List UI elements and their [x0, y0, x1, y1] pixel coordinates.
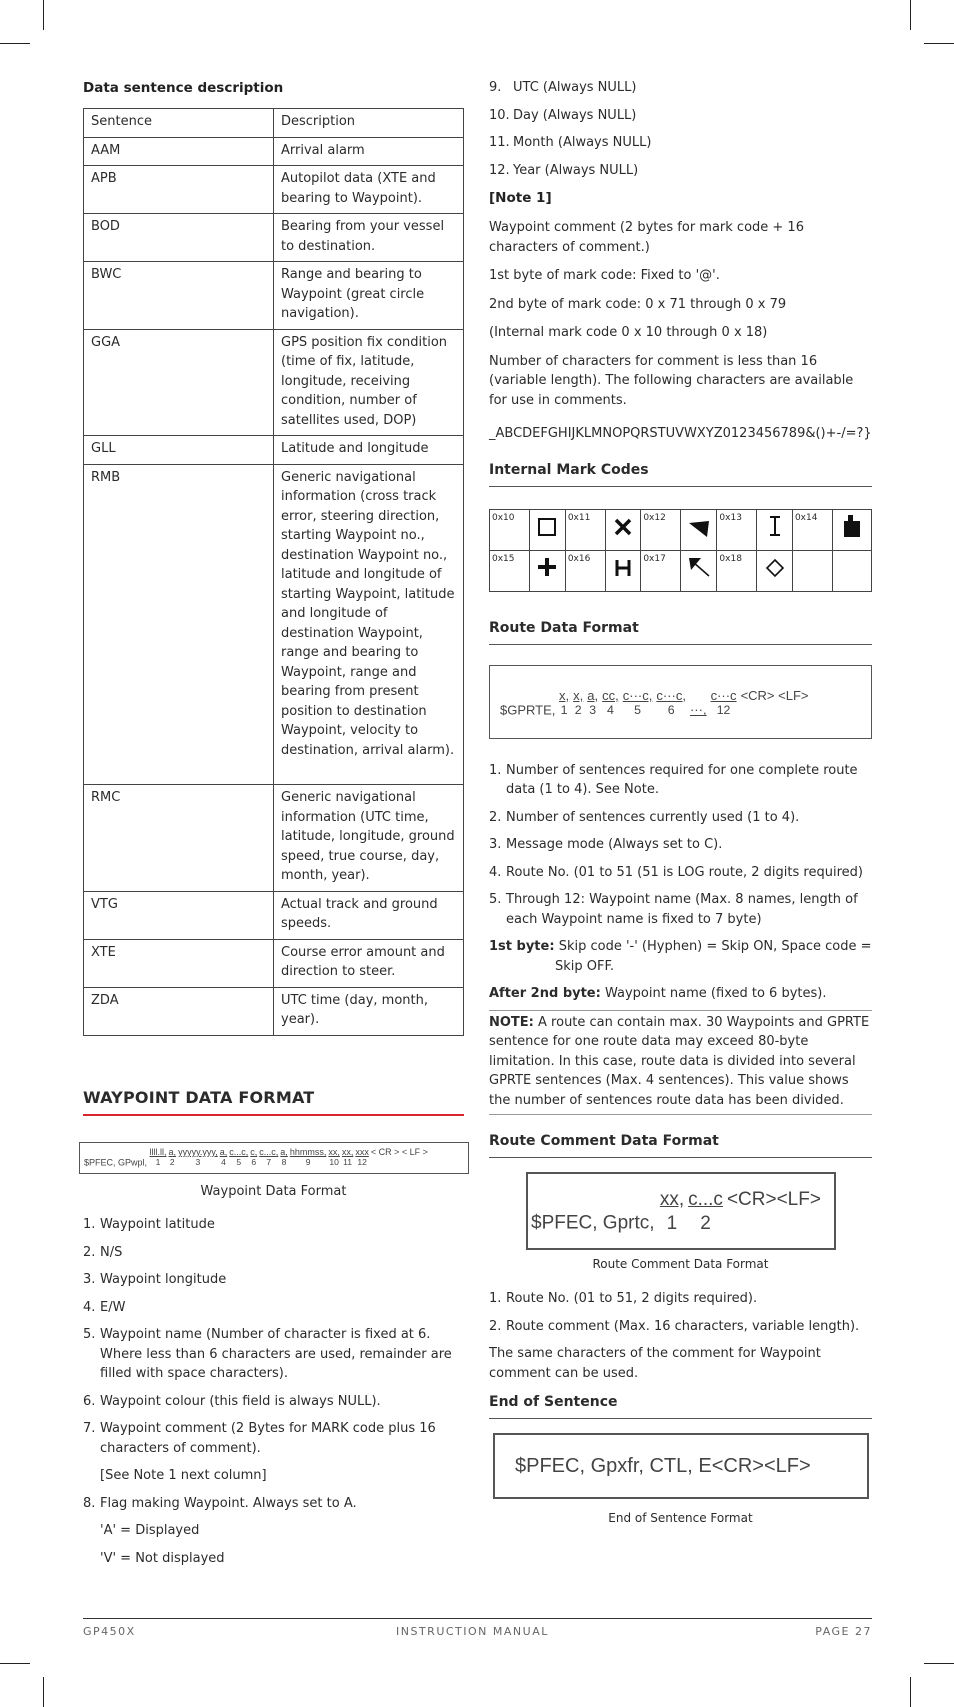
item-number: 10. — [489, 107, 510, 123]
waypoint-field-list-cont — [83, 1494, 464, 1514]
format-field-number: 12 — [357, 1157, 367, 1168]
format-field-text: xx, — [341, 1146, 354, 1157]
format-field — [290, 1146, 327, 1167]
table-row — [84, 214, 464, 262]
item-number: 8. — [83, 1495, 96, 1511]
waypoint-field-list — [83, 1215, 464, 1458]
sentence-table — [83, 108, 464, 1036]
format-field — [690, 700, 707, 720]
description-cell: Autopilot data (XTE and bearing to Waypoint). — [274, 166, 464, 214]
format-field-text: hhmmss, — [289, 1146, 327, 1157]
byte2-text: Waypoint name (fixed to 6 bytes). — [604, 986, 827, 1002]
table-row — [84, 464, 464, 785]
list-item — [489, 835, 872, 855]
arrow-up-left-icon — [681, 550, 717, 591]
waypoint-format-caption: Waypoint Data Format — [200, 1183, 347, 1199]
note1-body — [489, 218, 872, 410]
format-field — [328, 1146, 340, 1167]
route-comment-format-box — [526, 1172, 836, 1250]
list-item — [489, 1289, 872, 1309]
format-field-text: ···, — [689, 702, 707, 718]
sentence-cell: RMB — [84, 464, 274, 785]
format-field-number: 3 — [195, 1157, 201, 1168]
note1-paragraph: Waypoint comment (2 bytes for mark code + 16 characters of comment.) — [489, 220, 804, 255]
plus-icon — [529, 550, 565, 591]
route-format-line — [500, 686, 809, 720]
code-label: 0x10 — [490, 509, 530, 550]
format-field — [559, 686, 569, 717]
h-mark-icon — [605, 550, 641, 591]
item-number: 2. — [489, 1318, 502, 1334]
table-row — [84, 329, 464, 436]
codes-row — [490, 509, 872, 550]
item-number: 3. — [83, 1272, 96, 1288]
table-row — [84, 891, 464, 939]
item-text: Month (Always NULL) — [513, 135, 652, 150]
list-item — [489, 808, 872, 828]
format-field-text: c...c, — [259, 1146, 279, 1157]
format-field — [342, 1146, 354, 1167]
item-number: 7. — [83, 1421, 96, 1437]
sentence-cell: RMC — [84, 785, 274, 892]
empty-cell — [832, 550, 871, 591]
internal-mark-codes-title: Internal Mark Codes — [489, 460, 872, 487]
item-text: Number of sentences currently used (1 to 4). — [506, 809, 800, 825]
route-format-box — [489, 665, 872, 739]
route-comment-format-line — [531, 1186, 821, 1238]
note1-paragraph: 1st byte of mark code: Fixed to '@'. — [489, 268, 720, 284]
note-label: NOTE: — [489, 1014, 534, 1030]
code-label: 0x16 — [565, 550, 605, 591]
description-cell: Actual track and ground speeds. — [274, 891, 464, 939]
item-number: 6. — [83, 1393, 96, 1409]
sentence-cell: APB — [84, 166, 274, 214]
item-text: Day (Always NULL) — [513, 107, 637, 123]
right-column — [489, 78, 872, 1527]
note1-paragraph: (Internal mark code 0 x 10 through 0 x 18) — [489, 325, 768, 341]
format-field-text: c···c — [710, 687, 737, 703]
table-row — [84, 939, 464, 987]
crop-mark — [924, 43, 954, 44]
format-field — [178, 1146, 218, 1167]
table-row — [84, 166, 464, 214]
see-note: [See Note 1 next column] — [100, 1468, 267, 1484]
byte1-label: 1st byte: — [489, 939, 555, 955]
list-item — [489, 761, 872, 800]
end-of-sentence-box — [493, 1433, 869, 1499]
list-item — [83, 1325, 464, 1384]
format-field — [169, 1146, 177, 1167]
format-field-number: 5 — [236, 1157, 242, 1168]
table-row — [84, 436, 464, 465]
item-text: UTC (Always NULL) — [513, 80, 637, 95]
sentence-cell: ZDA — [84, 987, 274, 1035]
format-field — [259, 1146, 278, 1167]
utc-field-list — [489, 78, 872, 180]
end-of-sentence-line: $PFEC, Gpxfr, CTL, E<CR><LF> — [515, 1455, 811, 1478]
code-label: 0x12 — [641, 509, 681, 550]
item-text: N/S — [100, 1244, 123, 1260]
table-row — [84, 785, 464, 892]
format-field-text: cc, — [602, 687, 619, 703]
format-field — [229, 1146, 248, 1167]
codes-row — [490, 550, 872, 591]
format-field-number: 10 — [329, 1157, 339, 1168]
format-field — [280, 1146, 288, 1167]
item-number: 5. — [83, 1327, 96, 1343]
charset-text: _ABCDEFGHIJKLMNOPQRSTUVWXYZ0123456789&()+-/=?} — [489, 426, 872, 442]
list-item — [489, 161, 872, 181]
format-field-text: a, — [280, 1146, 288, 1157]
sentence-table-body — [84, 109, 464, 1036]
crop-mark — [43, 0, 44, 30]
description-cell: Course error amount and direction to steer. — [274, 939, 464, 987]
byte2-line — [489, 984, 872, 1004]
format-field-number: 3 — [589, 703, 597, 718]
description-cell: GPS position fix condition (time of fix, latitude, longitude, receiving condition, number of satellites used, DOP) — [274, 329, 464, 436]
item-text: Route No. (01 to 51, 2 digits required). — [506, 1291, 758, 1307]
list-item — [83, 1298, 464, 1318]
code-label: 0x14 — [792, 509, 832, 550]
crop-mark — [43, 1677, 44, 1707]
item-number: 1. — [489, 1291, 502, 1307]
item-text: Year (Always NULL) — [513, 162, 639, 178]
waypoint-format-title: WAYPOINT DATA FORMAT — [83, 1086, 464, 1116]
format-suffix: < CR > < LF > — [370, 1146, 428, 1157]
format-field-text: a, — [219, 1146, 228, 1157]
x-mark-icon — [605, 509, 641, 550]
description-cell: Range and bearing to Waypoint (great circle navigation). — [274, 262, 464, 330]
table-header-cell: Sentence — [84, 109, 274, 138]
item-text: Through 12: Waypoint name (Max. 8 names, length of each Waypoint name is fixed to 7 byte) — [506, 892, 858, 927]
sentence-cell: XTE — [84, 939, 274, 987]
format-suffix: <CR> <LF> — [740, 687, 809, 703]
byte1-text: Skip code '-' (Hyphen) = Skip ON, Space code = Skip OFF. — [555, 939, 872, 974]
format-field-number: 1 — [560, 703, 568, 718]
list-item — [489, 133, 872, 153]
format-field — [623, 686, 653, 717]
square-icon — [529, 509, 565, 550]
description-cell: Arrival alarm — [274, 137, 464, 166]
list-item — [489, 863, 872, 883]
format-field-number: 7 — [266, 1157, 272, 1168]
description-cell: Generic navigational information (UTC time, latitude, longitude, ground speed, true course, day, month, year). — [274, 785, 464, 892]
section-title: Data sentence description — [83, 80, 284, 96]
item-text: Waypoint colour (this field is always NULL). — [100, 1393, 381, 1409]
sentence-cell: VTG — [84, 891, 274, 939]
format-field-number: 11 — [343, 1157, 353, 1168]
format-field-number: 6 — [667, 703, 675, 718]
item-number: 12. — [489, 162, 510, 178]
footer-model: GP450X — [83, 1625, 136, 1638]
format-field-number: 12 — [716, 703, 731, 718]
list-item — [489, 106, 872, 126]
note1-title: [Note 1] — [489, 190, 552, 206]
format-prefix: $PFEC, GPwpl, — [84, 1157, 148, 1168]
format-field-text: xx, — [659, 1189, 685, 1211]
format-field-text: xx, — [328, 1146, 340, 1157]
item-number: 2. — [489, 809, 502, 825]
format-field-number: 1 — [155, 1157, 161, 1168]
item-number: 4. — [489, 864, 502, 880]
item-number: 3. — [489, 837, 502, 853]
format-field-text: xxx — [355, 1146, 369, 1157]
description-cell: UTC time (day, month, year). — [274, 987, 464, 1035]
sentence-cell: AAM — [84, 137, 274, 166]
format-suffix: <CR><LF> — [726, 1189, 821, 1211]
format-prefix: $GPRTE, — [500, 702, 556, 718]
footer-manual-title: INSTRUCTION MANUAL — [396, 1625, 549, 1638]
format-field — [688, 1186, 723, 1232]
item-text: Waypoint name (Number of character is fixed at 6. Where less than 6 characters are used, remainder are filled with space characters). — [100, 1327, 452, 1382]
item-text: Waypoint longitude — [100, 1272, 227, 1288]
list-item — [83, 1392, 464, 1412]
end-of-sentence-title: End of Sentence — [489, 1392, 872, 1419]
table-row — [84, 262, 464, 330]
table-header-cell: Description — [274, 109, 464, 138]
table-row — [84, 987, 464, 1035]
format-field — [587, 686, 598, 717]
list-item — [83, 1215, 464, 1235]
diamond-icon — [757, 550, 793, 591]
waypoint-format-line — [84, 1146, 428, 1170]
list-item — [83, 1243, 464, 1263]
route-note — [489, 1010, 872, 1116]
flag-not-displayed: 'V' = Not displayed — [100, 1550, 225, 1566]
list-item — [489, 78, 872, 98]
item-text: Waypoint latitude — [100, 1217, 215, 1233]
code-label: 0x13 — [717, 509, 757, 550]
i-beam-icon — [757, 509, 793, 550]
internal-mark-codes-table — [489, 509, 872, 592]
format-field — [573, 686, 583, 717]
format-field — [711, 686, 737, 717]
list-item — [489, 890, 872, 929]
route-field-list — [489, 761, 872, 930]
route-comment-caption: Route Comment Data Format — [592, 1257, 769, 1272]
format-field — [250, 1146, 257, 1167]
note-text: A route can contain max. 30 Waypoints and GPRTE sentence for one route data may exceed 80-byte limitation. In this case, route data is divided into several GPRTE sentences (Max. 4 sentences). This value shows the number of sentences route data has been divided. — [489, 1014, 870, 1108]
code-label: 0x18 — [717, 550, 757, 591]
table-row — [84, 137, 464, 166]
format-field-number: 9 — [305, 1157, 311, 1168]
format-field — [355, 1146, 369, 1167]
sentence-cell: GGA — [84, 329, 274, 436]
format-field-number: 4 — [606, 703, 614, 718]
format-field-text: x, — [573, 687, 584, 703]
format-field — [656, 686, 686, 717]
item-number: 1. — [83, 1217, 96, 1233]
footer-page-number: PAGE 27 — [815, 1625, 872, 1638]
format-field-text: x, — [559, 687, 570, 703]
item-number: 5. — [489, 892, 502, 908]
item-number: 1. — [489, 762, 502, 778]
description-cell: Bearing from your vessel to destination. — [274, 214, 464, 262]
sentence-cell: GLL — [84, 436, 274, 465]
format-prefix: $PFEC, Gprtc, — [531, 1212, 655, 1234]
empty-cell — [792, 550, 832, 591]
crop-mark — [924, 1663, 954, 1664]
route-comment-field-list — [489, 1289, 872, 1336]
crop-mark — [910, 0, 911, 30]
format-field-number: 6 — [251, 1157, 257, 1168]
item-text: Route No. (01 to 51 (51 is LOG route, 2 digits required) — [506, 864, 863, 880]
format-field-number: 2 — [700, 1212, 711, 1234]
list-item — [489, 1317, 872, 1337]
table-header-row — [84, 109, 464, 138]
format-field-number: 8 — [281, 1157, 287, 1168]
format-field-text: c...c, — [229, 1146, 249, 1157]
sentence-cell: BWC — [84, 262, 274, 330]
item-number: 11. — [489, 135, 510, 150]
flag-displayed: 'A' = Displayed — [100, 1523, 200, 1539]
item-text: Route comment (Max. 16 characters, variable length). — [506, 1318, 860, 1334]
item-text: Waypoint comment (2 Bytes for MARK code plus 16 characters of comment). — [100, 1421, 436, 1456]
note1-paragraph: 2nd byte of mark code: 0 x 71 through 0 x 79 — [489, 296, 787, 312]
byte1-line — [489, 937, 872, 976]
item-number: 9. — [489, 80, 502, 95]
item-text: Message mode (Always set to C). — [506, 837, 723, 853]
format-field — [150, 1146, 167, 1167]
format-field-text: c···c, — [622, 687, 653, 703]
item-text: Flag making Waypoint. Always set to A. — [100, 1495, 357, 1511]
waypoint-format-box — [79, 1142, 469, 1174]
byte2-label: After 2nd byte: — [489, 986, 601, 1002]
format-field-number: 2 — [574, 703, 582, 718]
route-data-format-title: Route Data Format — [489, 618, 872, 645]
crop-mark — [910, 1677, 911, 1707]
item-number: 2. — [83, 1244, 96, 1260]
item-text: Number of sentences required for one complete route data (1 to 4). See Note. — [506, 762, 858, 798]
format-field-text: a, — [168, 1146, 177, 1157]
sentence-cell: BOD — [84, 214, 274, 262]
code-label: 0x17 — [641, 550, 681, 591]
description-cell: Generic navigational information (cross track error, steering direction, starting Waypoint no., destination Waypoint no., latitude and longitude of starting Waypoint, latitude and longitude of destination Waypoint, range and bearing to Waypoint, range and bearing from present position to destination Waypoint, velocity to destination, arrival alarm). — [274, 464, 464, 785]
crop-mark — [0, 43, 30, 44]
item-text: E/W — [100, 1299, 126, 1315]
page-footer — [83, 1618, 872, 1638]
format-field-text: c···c, — [656, 687, 686, 703]
code-label: 0x11 — [565, 509, 605, 550]
format-field — [602, 686, 619, 717]
format-field-number: 2 — [169, 1157, 175, 1168]
left-column — [83, 78, 464, 1576]
format-field-text: yyyyy.yyy, — [178, 1146, 218, 1157]
format-field-number: 4 — [221, 1157, 226, 1168]
list-item — [83, 1270, 464, 1290]
route-comment-format-title: Route Comment Data Format — [489, 1131, 872, 1158]
format-field-number: 5 — [634, 703, 641, 718]
format-field-text: c...c — [688, 1189, 723, 1211]
format-field-text: a, — [587, 687, 599, 703]
format-field — [220, 1146, 228, 1167]
route-comment-note: The same characters of the comment for Waypoint comment can be used. — [489, 1346, 821, 1381]
note1-paragraph: Number of characters for comment is less than 16 (variable length). The following characters are available for use in comments. — [489, 353, 854, 408]
format-field — [660, 1186, 684, 1232]
list-item — [83, 1419, 464, 1458]
code-label: 0x15 — [490, 550, 530, 591]
flag-block-icon — [832, 509, 871, 550]
list-item — [83, 1494, 464, 1514]
crop-mark — [0, 1663, 30, 1664]
format-field-text: c, — [250, 1146, 258, 1157]
description-cell: Latitude and longitude — [274, 436, 464, 465]
item-number: 4. — [83, 1299, 96, 1315]
end-of-sentence-caption: End of Sentence Format — [608, 1511, 753, 1526]
triangle-down-right-icon — [681, 509, 717, 550]
format-field-number: 1 — [666, 1212, 678, 1234]
format-field-text: llll.ll, — [149, 1146, 167, 1157]
